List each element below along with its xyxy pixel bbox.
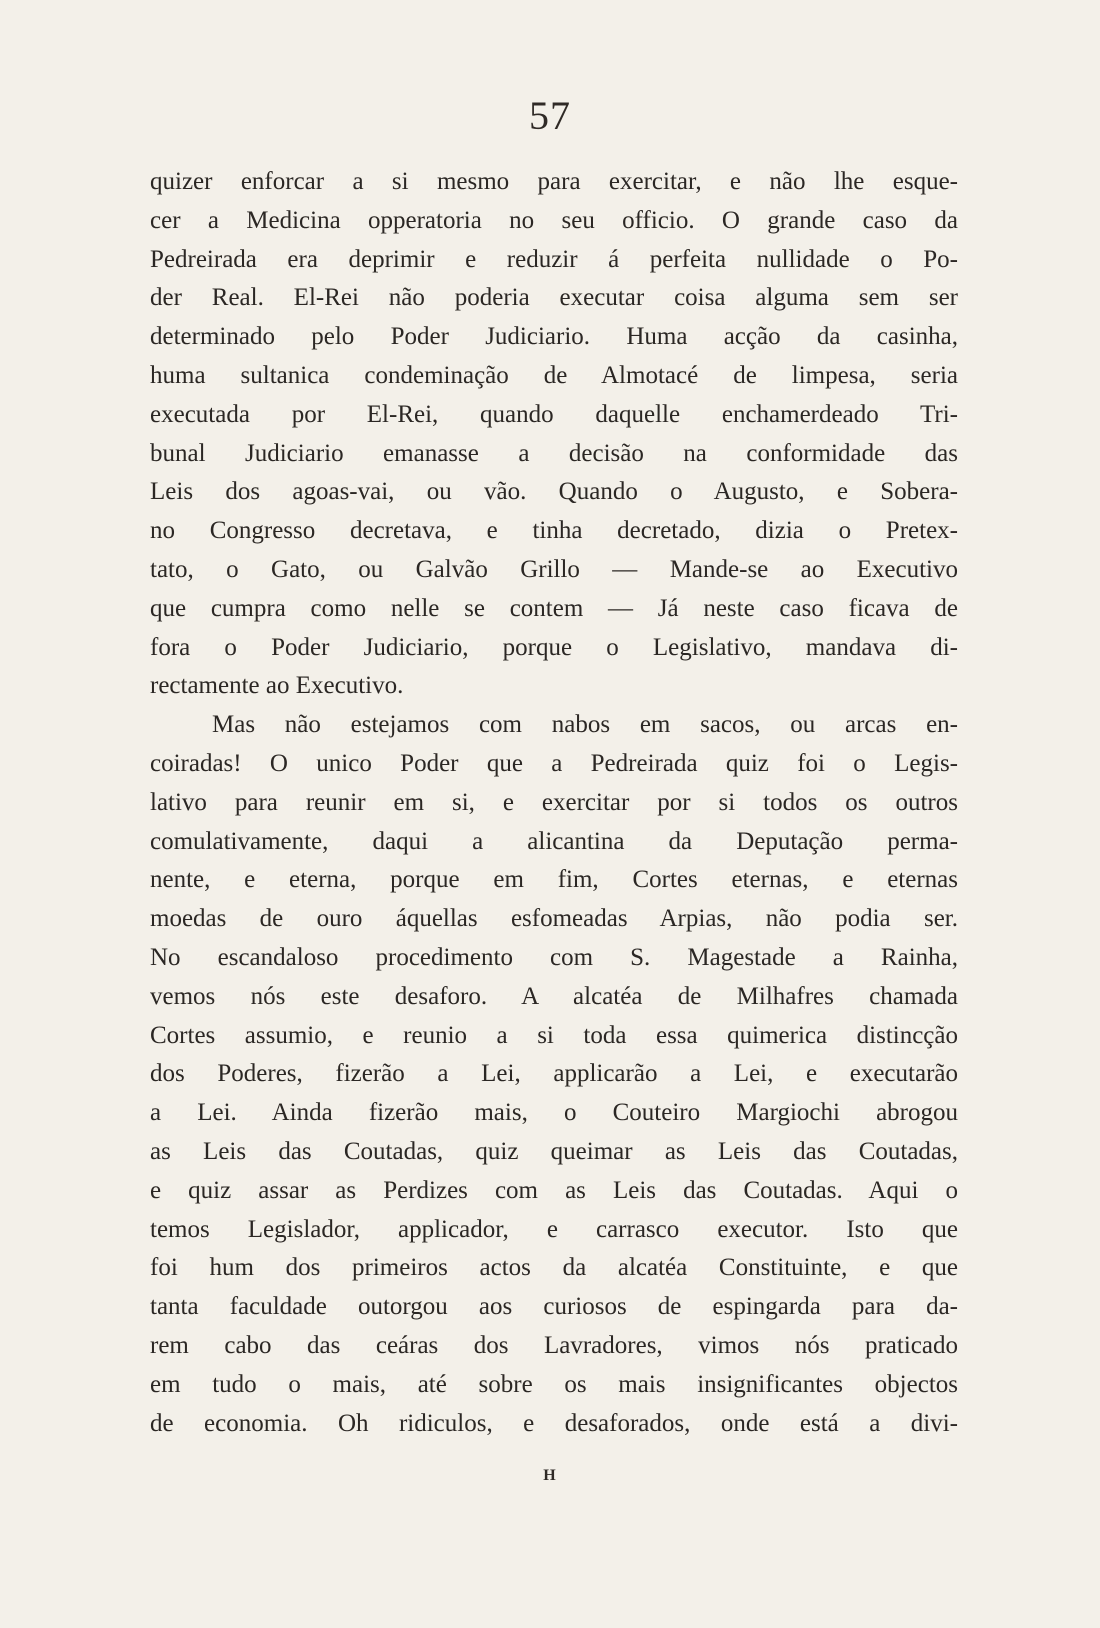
text-line: em tudo o mais, até sobre os mais insignificantes objectos: [150, 1370, 958, 1398]
text-line: Leis dos agoas-vai, ou vão. Quando o Augusto, e Sobera-: [150, 478, 958, 506]
text-line: rem cabo das ceáras dos Lavradores, vimos nós praticado: [150, 1331, 958, 1359]
text-line: e quiz assar as Perdizes com as Leis das Coutadas. Aqui o: [150, 1176, 958, 1204]
body-text: [150, 163, 958, 1443]
text-line: dos Poderes, fizerão a Lei, applicarão a Lei, e executarão: [150, 1060, 958, 1088]
text-line: moedas de ouro áquellas esfomeadas Arpias, não podia ser.: [150, 905, 958, 933]
text-line: No escandaloso procedimento com S. Magestade a Rainha,: [150, 943, 958, 971]
text-line: tanta faculdade outorgou aos curiosos de espingarda para da-: [150, 1293, 958, 1321]
text-line: huma sultanica condeminação de Almotacé de limpesa, seria: [150, 361, 958, 389]
text-line: vemos nós este desaforo. A alcatéa de Milhafres chamada: [150, 982, 958, 1010]
text-line: a Lei. Ainda fizerão mais, o Couteiro Margiochi abrogou: [150, 1099, 958, 1127]
signature-mark: H: [543, 1467, 557, 1484]
text-line: que cumpra como nelle se contem — Já neste caso ficava de: [150, 594, 958, 622]
text-line: rectamente ao Executivo.: [150, 672, 404, 700]
text-line: Cortes assumio, e reunio a si toda essa quimerica distincção: [150, 1021, 958, 1049]
text-line: tato, o Gato, ou Galvão Grillo — Mande-se ao Executivo: [150, 555, 958, 583]
paragraph: [150, 706, 958, 1443]
text-line: quizer enforcar a si mesmo para exercitar, e não lhe esque-: [150, 168, 958, 195]
text-line: executada por El-Rei, quando daquelle enchamerdeado Tri-: [150, 400, 958, 428]
paragraph: [150, 163, 958, 706]
text-line: nente, e eterna, porque em fim, Cortes eternas, e eternas: [150, 866, 958, 894]
text-line: comulativamente, daqui a alicantina da Deputação perma-: [150, 827, 958, 855]
text-line: fora o Poder Judiciario, porque o Legislativo, mandava di-: [150, 633, 958, 661]
text-line: de economia. Oh ridiculos, e desaforados, onde está a divi-: [150, 1409, 958, 1437]
text-line: temos Legislador, applicador, e carrasco executor. Isto que: [150, 1215, 958, 1243]
text-line: Mas não estejamos com nabos em sacos, ou arcas en-: [212, 711, 958, 739]
text-line: lativo para reunir em si, e exercitar por si todos os outros: [150, 788, 958, 816]
text-line: der Real. El-Rei não poderia executar coisa alguma sem ser: [150, 284, 958, 312]
text-line: determinado pelo Poder Judiciario. Huma acção da casinha,: [150, 323, 958, 351]
text-line: cer a Medicina opperatoria no seu officio. O grande caso da: [150, 206, 958, 234]
text-line: no Congresso decretava, e tinha decretado, dizia o Pretex-: [150, 517, 958, 545]
text-line: bunal Judiciario emanasse a decisão na conformidade das: [150, 439, 958, 467]
page-number: 57: [529, 93, 571, 138]
text-line: coiradas! O unico Poder que a Pedreirada quiz foi o Legis-: [150, 749, 958, 777]
text-line: as Leis das Coutadas, quiz queimar as Leis das Coutadas,: [150, 1137, 958, 1165]
text-line: Pedreirada era deprimir e reduzir á perfeita nullidade o Po-: [150, 245, 958, 273]
text-line: foi hum dos primeiros actos da alcatéa Constituinte, e que: [150, 1254, 958, 1282]
